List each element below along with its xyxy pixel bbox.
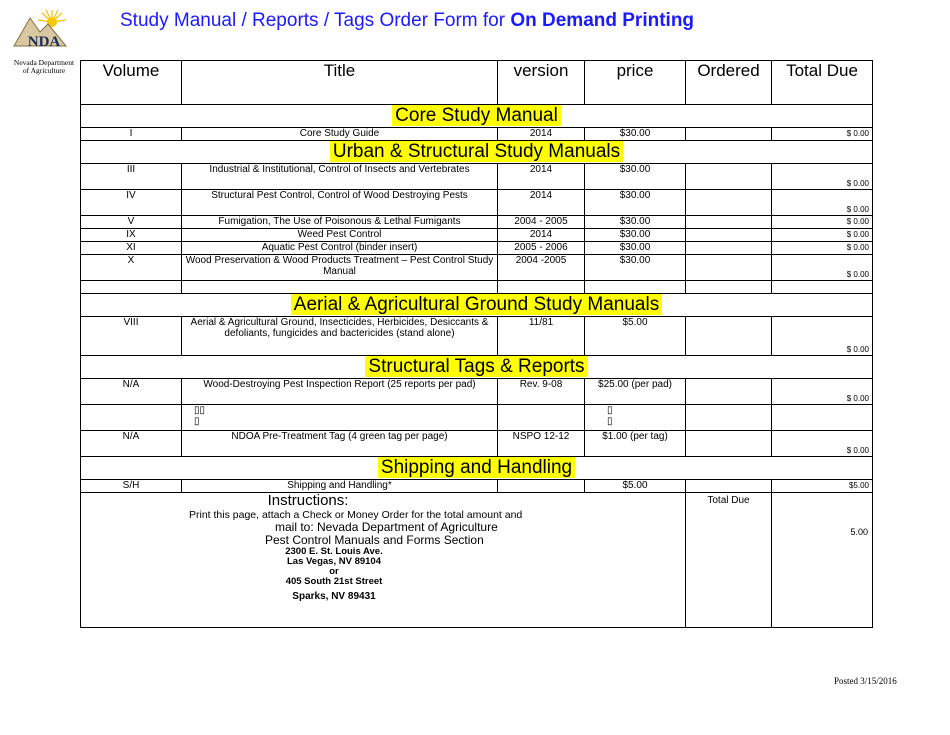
table-row bbox=[81, 216, 873, 229]
section-core-label: Core Study Manual bbox=[392, 105, 561, 126]
total-due-cell: $ 0.00 bbox=[772, 128, 873, 141]
ordered-input-cell[interactable] bbox=[686, 379, 772, 405]
title-cell: NDOA Pre-Treatment Tag (4 green tag per page) bbox=[182, 431, 498, 457]
volume-cell: V bbox=[81, 216, 182, 229]
address-las-vegas-city: Las Vegas, NV 89104 bbox=[286, 556, 381, 567]
section-aerial-cell bbox=[81, 294, 873, 317]
ordered-input-cell[interactable] bbox=[686, 242, 772, 255]
header-total-due: Total Due bbox=[772, 61, 873, 105]
total-due-cell: $5.00 bbox=[772, 480, 873, 493]
volume-cell: N/A bbox=[81, 431, 182, 457]
section-tags-label: Structural Tags & Reports bbox=[365, 356, 587, 377]
price-cell: $25.00 (per pad) bbox=[585, 379, 686, 405]
blank-cell bbox=[182, 281, 498, 294]
price-cell: $30.00 bbox=[585, 190, 686, 216]
title-cell: Aerial & Agricultural Ground, Insecticides, Herbicides, Desiccants & defoliants, fungicides and bactericides (stand alone) bbox=[182, 317, 498, 356]
ordered-input-cell[interactable] bbox=[686, 190, 772, 216]
volume-cell: VIII bbox=[81, 317, 182, 356]
posted-date: Posted 3/15/2016 bbox=[834, 676, 897, 686]
version-cell: 2014 bbox=[498, 128, 585, 141]
blank-cell bbox=[498, 281, 585, 294]
page-title-main: Study Manual / Reports / Tags Order Form for bbox=[120, 10, 511, 31]
ordered-input-cell[interactable] bbox=[686, 128, 772, 141]
instructions-row bbox=[81, 493, 873, 628]
instructions-heading: Instructions: bbox=[267, 492, 349, 509]
total-due-cell: $ 0.00 bbox=[772, 229, 873, 242]
price-symbol-cell: ▯ ▯ bbox=[585, 405, 686, 431]
ordered-input-cell[interactable] bbox=[686, 405, 772, 431]
volume-cell: X bbox=[81, 255, 182, 281]
header-version: version bbox=[498, 61, 585, 105]
header-volume: Volume bbox=[81, 61, 182, 105]
logo-org-line1: Nevada Department bbox=[13, 58, 75, 67]
total-due-value: 5.00 bbox=[772, 493, 873, 628]
ordered-input-cell[interactable] bbox=[686, 164, 772, 190]
blank-row bbox=[81, 281, 873, 294]
title-cell: Wood Preservation & Wood Products Treatment – Pest Control Study Manual bbox=[182, 255, 498, 281]
version-cell: 2014 bbox=[498, 164, 585, 190]
total-due-cell: $ 0.00 bbox=[772, 216, 873, 229]
version-cell bbox=[498, 405, 585, 431]
header-title: Title bbox=[182, 61, 498, 105]
version-cell: NSPO 12-12 bbox=[498, 431, 585, 457]
ordered-input-cell[interactable] bbox=[686, 255, 772, 281]
title-cell: Weed Pest Control bbox=[182, 229, 498, 242]
section-shipping bbox=[81, 457, 873, 480]
version-cell: 2014 bbox=[498, 229, 585, 242]
section-aerial bbox=[81, 294, 873, 317]
instructions-line1: Print this page, attach a Check or Money Order for the total amount and bbox=[189, 509, 523, 521]
table-row bbox=[81, 190, 873, 216]
header-price: price bbox=[585, 61, 686, 105]
instructions-cell bbox=[81, 493, 686, 628]
ordered-input-cell[interactable] bbox=[686, 480, 772, 493]
total-due-cell: $ 0.00 bbox=[772, 379, 873, 405]
section-urban-label: Urban & Structural Study Manuals bbox=[330, 141, 623, 162]
address-or: or bbox=[329, 566, 339, 577]
price-cell: $30.00 bbox=[585, 216, 686, 229]
title-cell: Wood-Destroying Pest Inspection Report (25 reports per pad) bbox=[182, 379, 498, 405]
table-row bbox=[81, 317, 873, 356]
logo-org-name bbox=[4, 59, 84, 75]
section-urban-cell bbox=[81, 141, 873, 164]
order-form-table bbox=[80, 60, 873, 628]
title-cell: Shipping and Handling* bbox=[182, 480, 498, 493]
blank-cell bbox=[686, 281, 772, 294]
address-sparks-street: 405 South 21st Street bbox=[285, 576, 383, 587]
volume-cell: N/A bbox=[81, 379, 182, 405]
instructions-line2: mail to: Nevada Department of Agriculture bbox=[275, 520, 498, 534]
price-cell: $30.00 bbox=[585, 255, 686, 281]
title-cell: Fumigation, The Use of Poisonous & Lethal Fumigants bbox=[182, 216, 498, 229]
total-due-cell: $ 0.00 bbox=[772, 431, 873, 457]
ordered-input-cell[interactable] bbox=[686, 317, 772, 356]
section-aerial-label: Aerial & Agricultural Ground Study Manuals bbox=[291, 294, 662, 315]
table-row bbox=[81, 128, 873, 141]
price-cell: $5.00 bbox=[585, 317, 686, 356]
version-cell: 2005 - 2006 bbox=[498, 242, 585, 255]
volume-cell: III bbox=[81, 164, 182, 190]
section-core bbox=[81, 105, 873, 128]
total-due-cell: $ 0.00 bbox=[772, 242, 873, 255]
section-core-cell bbox=[81, 105, 873, 128]
total-due-label: Total Due bbox=[686, 493, 772, 628]
instructions-body bbox=[189, 509, 685, 547]
ordered-input-cell[interactable] bbox=[686, 229, 772, 242]
blank-cell bbox=[81, 281, 182, 294]
volume-cell: IV bbox=[81, 190, 182, 216]
volume-cell: I bbox=[81, 128, 182, 141]
volume-cell: XI bbox=[81, 242, 182, 255]
total-due-cell: $ 0.00 bbox=[772, 255, 873, 281]
blank-cell bbox=[772, 281, 873, 294]
total-due-cell: $ 0.00 bbox=[772, 190, 873, 216]
volume-cell: IX bbox=[81, 229, 182, 242]
table-row bbox=[81, 229, 873, 242]
address-las-vegas-street: 2300 E. St. Louis Ave. bbox=[285, 546, 383, 557]
version-cell: 2014 bbox=[498, 190, 585, 216]
logo-abbr: NDA bbox=[27, 34, 61, 50]
table-row bbox=[81, 242, 873, 255]
table-row bbox=[81, 480, 873, 493]
version-cell bbox=[498, 480, 585, 493]
table-row bbox=[81, 405, 873, 431]
version-cell: 2004 - 2005 bbox=[498, 216, 585, 229]
section-tags-cell bbox=[81, 356, 873, 379]
nda-logo bbox=[8, 8, 80, 78]
version-cell: 11/81 bbox=[498, 317, 585, 356]
price-cell: $30.00 bbox=[585, 128, 686, 141]
section-tags bbox=[81, 356, 873, 379]
version-cell: Rev. 9-08 bbox=[498, 379, 585, 405]
title-symbol-cell: ▯▯ ▯ bbox=[182, 405, 498, 431]
total-due-cell: $ 0.00 bbox=[772, 317, 873, 356]
page-title-bold: On Demand Printing bbox=[510, 10, 695, 31]
section-urban bbox=[81, 141, 873, 164]
table-row bbox=[81, 255, 873, 281]
price-cell: $5.00 bbox=[585, 480, 686, 493]
title-cell: Aquatic Pest Control (binder insert) bbox=[182, 242, 498, 255]
header-row bbox=[81, 61, 873, 105]
version-cell: 2004 -2005 bbox=[498, 255, 585, 281]
section-shipping-cell bbox=[81, 457, 873, 480]
title-cell: Industrial & Institutional, Control of Insects and Vertebrates bbox=[182, 164, 498, 190]
ordered-input-cell[interactable] bbox=[686, 431, 772, 457]
volume-cell: S/H bbox=[81, 480, 182, 493]
price-cell: $30.00 bbox=[585, 242, 686, 255]
price-cell: $30.00 bbox=[585, 229, 686, 242]
instructions-line3: Pest Control Manuals and Forms Section bbox=[265, 533, 484, 547]
title-cell: Structural Pest Control, Control of Wood Destroying Pests bbox=[182, 190, 498, 216]
table-row bbox=[81, 379, 873, 405]
title-cell: Core Study Guide bbox=[182, 128, 498, 141]
blank-cell bbox=[585, 281, 686, 294]
volume-cell bbox=[81, 405, 182, 431]
page-title bbox=[120, 10, 694, 32]
section-shipping-label: Shipping and Handling bbox=[378, 457, 575, 478]
table-row bbox=[81, 164, 873, 190]
price-cell: $30.00 bbox=[585, 164, 686, 190]
address-sparks-city: Sparks, NV 89431 bbox=[292, 591, 376, 602]
logo-org-line2: of Agriculture bbox=[22, 66, 66, 75]
ordered-input-cell[interactable] bbox=[686, 216, 772, 229]
table-row bbox=[81, 431, 873, 457]
price-cell: $1.00 (per tag) bbox=[585, 431, 686, 457]
total-due-cell bbox=[772, 405, 873, 431]
header-ordered: Ordered bbox=[686, 61, 772, 105]
total-due-cell: $ 0.00 bbox=[772, 164, 873, 190]
